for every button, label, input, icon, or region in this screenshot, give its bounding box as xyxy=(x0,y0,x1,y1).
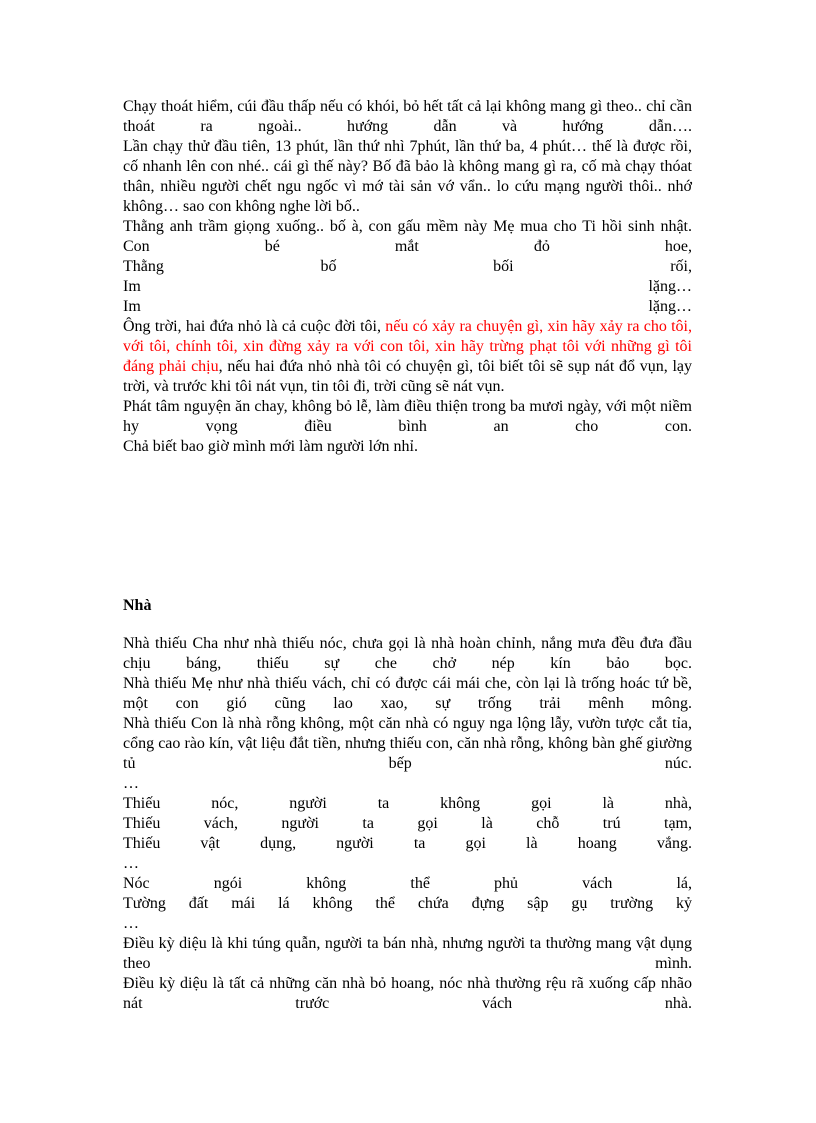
paragraph-closing: Chả biết bao giờ mình mới làm người lớn nhỉ. xyxy=(123,438,418,455)
ellipsis-line: … xyxy=(123,855,139,872)
story-section xyxy=(123,97,692,457)
paragraph-miracle-selling: Điều kỳ diệu là khi túng quẫn, người ta bán nhà, nhưng người ta thường mang vật dụng theo mình. xyxy=(123,935,692,972)
paragraph-prayer xyxy=(123,317,692,397)
ellipsis-line: … xyxy=(123,915,139,932)
verse-line: Thiếu nóc, người ta không gọi là nhà, xyxy=(123,795,692,812)
paragraph-children: Nhà thiếu Con là nhà rỗng không, một căn nhà có nguy nga lộng lẫy, vườn tược cắt tỉa, cổng cao rào kín, vật liệu đắt tiền, nhưng thiếu con, căn nhà rỗng, không bàn ghế giường tủ bếp núc. xyxy=(123,715,692,772)
verse-line: Thiếu vách, người ta gọi là chỗ trú tạm, xyxy=(123,815,692,832)
line-silence-1: Im lặng… xyxy=(123,278,692,295)
line-father-confused: Thằng bố bối rối, xyxy=(123,258,692,275)
ellipsis-line: … xyxy=(123,775,139,792)
paragraph-mother: Nhà thiếu Mẹ như nhà thiếu vách, chỉ có được cái mái che, còn lại là trống hoác tứ bề, một con gió cũng lao xao, sự trống trải mênh mông. xyxy=(123,675,692,712)
line-girl-red-eyes: Con bé mắt đỏ hoe, xyxy=(123,238,692,255)
verse-line: Nóc ngói không thể phủ vách lá, xyxy=(123,875,692,892)
house-section xyxy=(123,634,692,1014)
prayer-text-end: , nếu hai đứa nhỏ nhà tôi có chuyện gì, tôi biết tôi sẽ sụp nát đổ vụn, lạy trời, và trước khi tôi nát vụn, tin tôi đi, trời cũng sẽ nát vụn. xyxy=(123,358,692,395)
section-heading: Nhà xyxy=(123,597,152,614)
prayer-highlight: nếu có xảy ra chuyện gì, xin hãy xảy ra cho tôi, với tôi, chính tôi, xin đừng xảy ra với con tôi, xin hãy trừng phạt tôi với những gì tôi đáng phải chịu xyxy=(123,318,692,375)
prayer-text: Ông trời, hai đứa nhỏ là cả cuộc đời tôi, xyxy=(123,318,386,335)
section-heading-wrapper xyxy=(123,596,692,616)
paragraph-drill: Lần chạy thử đầu tiên, 13 phút, lần thứ nhì 7phút, lần thứ ba, 4 phút… thế là được rồi, cố nhanh lên con nhé.. cái gì thế này? Bố đã bảo là không mang gì ra, cố mà chạy thóat thân, nhiều người chết ngu ngốc vì mớ tài sản vớ vẩn.. lo cứu mạng người thôi.. nhớ không… sao con không nghe lời bố.. xyxy=(123,138,692,215)
line-silence-2: Im lặng… xyxy=(123,298,692,315)
paragraph-miracle-roof: Điều kỳ diệu là tất cả những căn nhà bỏ hoang, nóc nhà thường rệu rã xuống cấp nhão nát trước vách nhà. xyxy=(123,975,692,1012)
paragraph-evacuation: Chạy thoát hiểm, cúi đầu thấp nếu có khói, bỏ hết tất cả lại không mang gì theo.. chỉ cần thoát ra ngoài.. hướng dẫn và hướng dẫn…. xyxy=(123,98,692,135)
paragraph-vow: Phát tâm nguyện ăn chay, không bỏ lễ, làm điều thiện trong ba mươi ngày, với một niềm hy vọng điều bình an cho con. xyxy=(123,398,692,435)
verse-line: Tường đất mái lá không thể chứa đựng sập gụ trường kỷ xyxy=(123,895,692,912)
paragraph-father: Nhà thiếu Cha như nhà thiếu nóc, chưa gọi là nhà hoàn chỉnh, nắng mưa đều đưa đầu chịu báng, thiếu sự che chở nép kín bảo bọc. xyxy=(123,635,692,672)
paragraph-teddy-bear: Thằng anh trầm giọng xuống.. bố à, con gấu mềm này Mẹ mua cho Ti hồi sinh nhật. xyxy=(123,218,692,235)
verse-line: Thiếu vật dụng, người ta gọi là hoang vắng. xyxy=(123,835,692,852)
